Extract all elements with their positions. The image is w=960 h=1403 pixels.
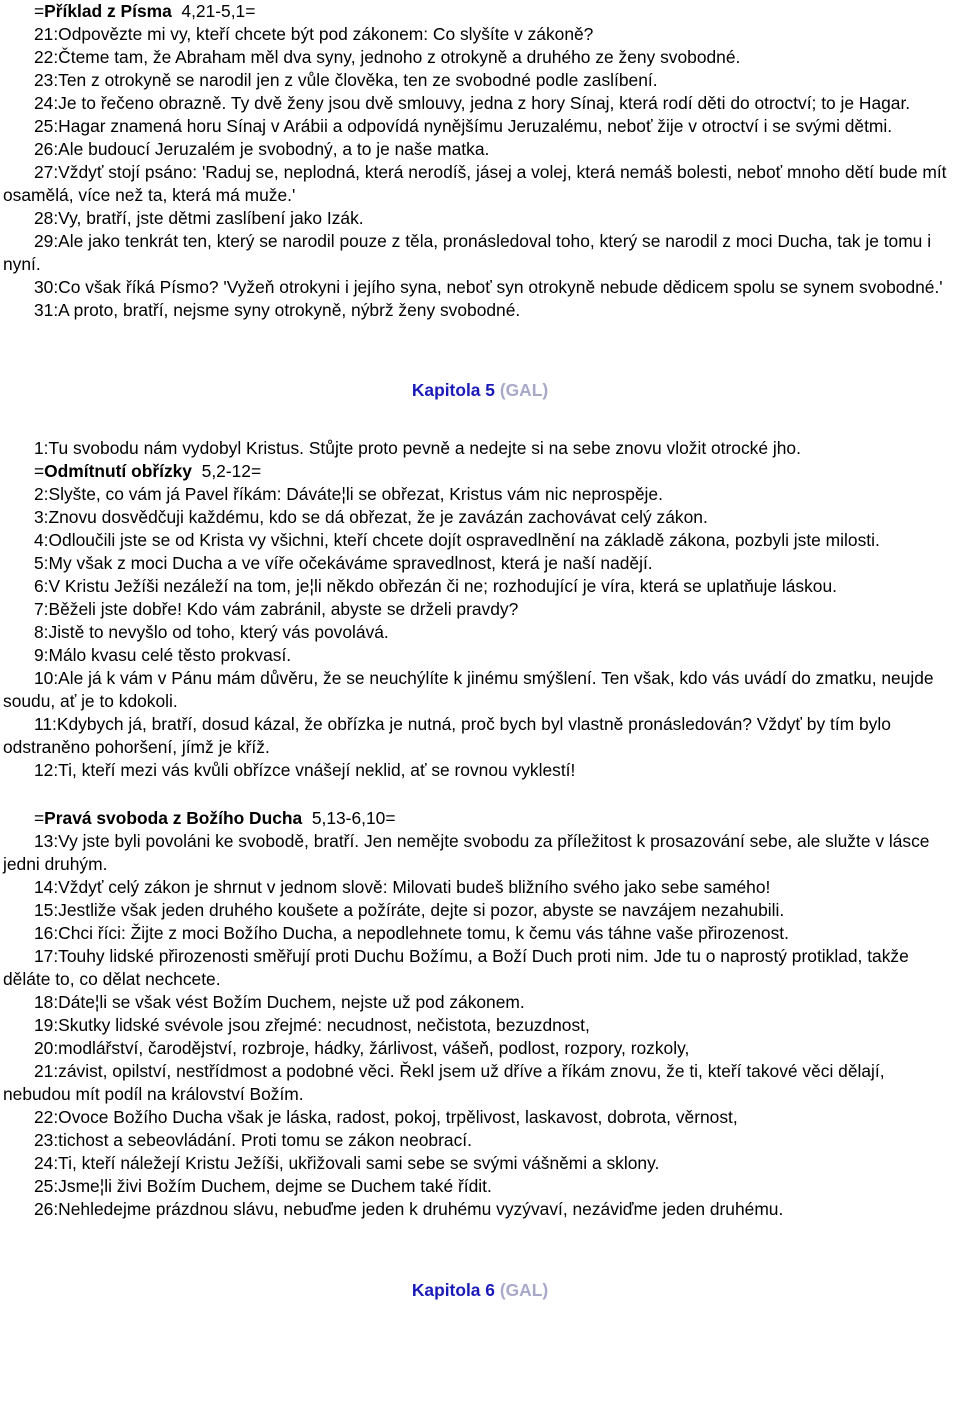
verse: 31:A proto, bratří, nejsme syny otrokyně, nýbrž ženy svobodné. <box>34 300 521 320</box>
verse: 24:Ti, kteří náležejí Kristu Ježíši, ukřižovali sami sebe se svými vášněmi a sklony. <box>34 1153 660 1173</box>
chapter-title: Kapitola 5 <box>411 380 495 400</box>
verse: 25:Jsme¦li živi Božím Duchem, dejme se Duchem také řídit. <box>34 1176 492 1196</box>
chapter-abbr: (GAL) <box>499 1280 549 1300</box>
verse: 15:Jestliže však jeden druhého koušete a požíráte, dejte si pozor, abyste se navzájem nezahubili. <box>34 900 785 920</box>
chapter-heading-6 <box>3 1279 957 1302</box>
verse: 2:Slyšte, co vám já Pavel říkám: Dáváte¦li se obřezat, Kristus vám nic neprospěje. <box>34 484 663 504</box>
verse-list-ch4 <box>3 23 957 322</box>
verse: 22:Ovoce Božího Ducha však je láska, radost, pokoj, trpělivost, laskavost, dobrota, věrnost, <box>34 1107 738 1127</box>
spacer <box>3 1221 957 1267</box>
section-ref: 4,21-5,1= <box>171 1 256 21</box>
verse: 26:Nehledejme prázdnou slávu, nebuďme jeden k druhému vyzývaví, nezáviďme jeden druhému. <box>34 1199 784 1219</box>
chapter-heading-5 <box>3 379 957 402</box>
verse: 14:Vždyť celý zákon je shrnut v jednom slově: Milovati budeš bližního svého jako sebe samého! <box>34 877 771 897</box>
verse: 24:Je to řečeno obrazně. Ty dvě ženy jsou dvě smlouvy, jedna z hory Sínaj, která rodí děti do otroctví; to je Hagar. <box>34 93 911 113</box>
spacer <box>3 322 957 368</box>
spacer <box>3 368 957 379</box>
verse: 13:Vy jste byli povoláni ke svobodě, bratří. Jen nemějte svobodu za příležitost k prosazování sebe, ale služte v lásce jedni druhým. <box>3 831 930 874</box>
verse: 1:Tu svobodu nám vydobyl Kristus. Stůjte proto pevně a nedejte si na sebe znovu vložit otrocké jho. <box>34 438 801 458</box>
section-heading <box>3 0 957 23</box>
verse-list-ch5b <box>3 483 957 782</box>
section-prefix: = <box>34 1 45 21</box>
verse: 27:Vždyť stojí psáno: 'Raduj se, neplodná, která nerodíš, jásej a volej, která nemáš bolesti, neboť mnoho dětí bude mít osamělá, více než ta, která má muže.' <box>3 162 947 205</box>
verse: 26:Ale budoucí Jeruzalém je svobodný, a to je naše matka. <box>34 139 490 159</box>
verse: 21:závist, opilství, nestřídmost a podobné věci. Řekl jsem už dříve a říkám znovu, že ti, kteří takové věci dělají, nebudou mít podíl na království Božím. <box>3 1061 885 1104</box>
verse: 11:Kdybych já, bratří, dosud kázal, že obřízka je nutná, proč bych byl vlastně pronásledován? Vždyť by tím bylo odstraněno pohoršení, jímž je kříž. <box>3 714 891 757</box>
spacer <box>3 782 957 805</box>
verse: 23:Ten z otrokyně se narodil jen z vůle člověka, ten ze svobodné podle zaslíbení. <box>34 70 658 90</box>
verse: 16:Chci říci: Žijte z moci Božího Ducha, a nepodlehnete tomu, k čemu vás táhne vaše přirozenost. <box>34 923 789 943</box>
spacer <box>3 1267 957 1279</box>
verse: 4:Odloučili jste se od Krista vy všichni, kteří chcete dojít ospravedlnění na základě zákona, pozbyli jste milosti. <box>34 530 880 550</box>
verse: 30:Co však říká Písmo? 'Vyžeň otrokyni i jejího syna, neboť syn otrokyně nebude dědicem spolu se synem svobodné.' <box>34 277 943 297</box>
verse: 21:Odpovězte mi vy, kteří chcete být pod zákonem: Co slyšíte v zákoně? <box>34 24 594 44</box>
verse: 7:Běželi jste dobře! Kdo vám zabránil, abyste se drželi pravdy? <box>34 599 519 619</box>
verse: 29:Ale jako tenkrát ten, který se narodil pouze z těla, pronásledoval toho, který se narodil z moci Ducha, tak je tomu i nyní. <box>3 231 932 274</box>
section-heading <box>3 807 957 830</box>
verse: 23:tichost a sebeovládání. Proti tomu se zákon neobrací. <box>34 1130 472 1150</box>
verse: 10:Ale já k vám v Pánu mám důvěru, že se neuchýlíte k jinému smýšlení. Ten však, kdo vás uvádí do zmatku, neujde soudu, ať je to kdokoli. <box>3 668 934 711</box>
verse-list-ch5a <box>3 437 957 460</box>
chapter-abbr: (GAL) <box>499 380 549 400</box>
verse: 5:My však z moci Ducha a ve víře očekáváme spravedlnost, která je naší nadějí. <box>34 553 653 573</box>
spacer <box>3 402 957 425</box>
verse: 9:Málo kvasu celé těsto prokvasí. <box>34 645 292 665</box>
section-title: Příklad z Písma <box>44 1 172 21</box>
chapter-title: Kapitola 6 <box>411 1280 495 1300</box>
section-title: Odmítnutí obřízky <box>44 461 192 481</box>
verse: 22:Čteme tam, že Abraham měl dva syny, jednoho z otrokyně a druhého ze ženy svobodné. <box>34 47 741 67</box>
spacer <box>3 425 957 437</box>
section-title: Pravá svoboda z Božího Ducha <box>44 808 303 828</box>
section-heading <box>3 460 957 483</box>
verse: 6:V Kristu Ježíši nezáleží na tom, je¦li někdo obřezán či ne; rozhodující je víra, která se uplatňuje láskou. <box>34 576 837 596</box>
verse: 17:Touhy lidské přirozenosti směřují proti Duchu Božímu, a Boží Duch proti nim. Jde tu o naprostý protiklad, takže děláte to, co dělat nechcete. <box>3 946 909 989</box>
verse: 20:modlářství, čarodějství, rozbroje, hádky, žárlivost, vášeň, podlost, rozpory, rozkoly, <box>34 1038 690 1058</box>
verse: 25:Hagar znamená horu Sínaj v Arábii a odpovídá nynějšímu Jeruzalému, neboť žije v otroctví i se svými dětmi. <box>34 116 893 136</box>
verse: 28:Vy, bratří, jste dětmi zaslíbení jako Izák. <box>34 208 364 228</box>
section-prefix: = <box>34 808 45 828</box>
verse: 8:Jistě to nevyšlo od toho, který vás povolává. <box>34 622 389 642</box>
section-ref: 5,2-12= <box>191 461 262 481</box>
verse: 19:Skutky lidské svévole jsou zřejmé: necudnost, nečistota, bezuzdnost, <box>34 1015 590 1035</box>
verse: 3:Znovu dosvědčuji každému, kdo se dá obřezat, že je zavázán zachovávat celý zákon. <box>34 507 708 527</box>
verse: 18:Dáte¦li se však vést Božím Duchem, nejste už pod zákonem. <box>34 992 525 1012</box>
verse: 12:Ti, kteří mezi vás kvůli obřízce vnášejí neklid, ať se rovnou vyklestí! <box>34 760 576 780</box>
verse-list-ch5c <box>3 830 957 1221</box>
section-prefix: = <box>34 461 45 481</box>
section-ref: 5,13-6,10= <box>302 808 396 828</box>
